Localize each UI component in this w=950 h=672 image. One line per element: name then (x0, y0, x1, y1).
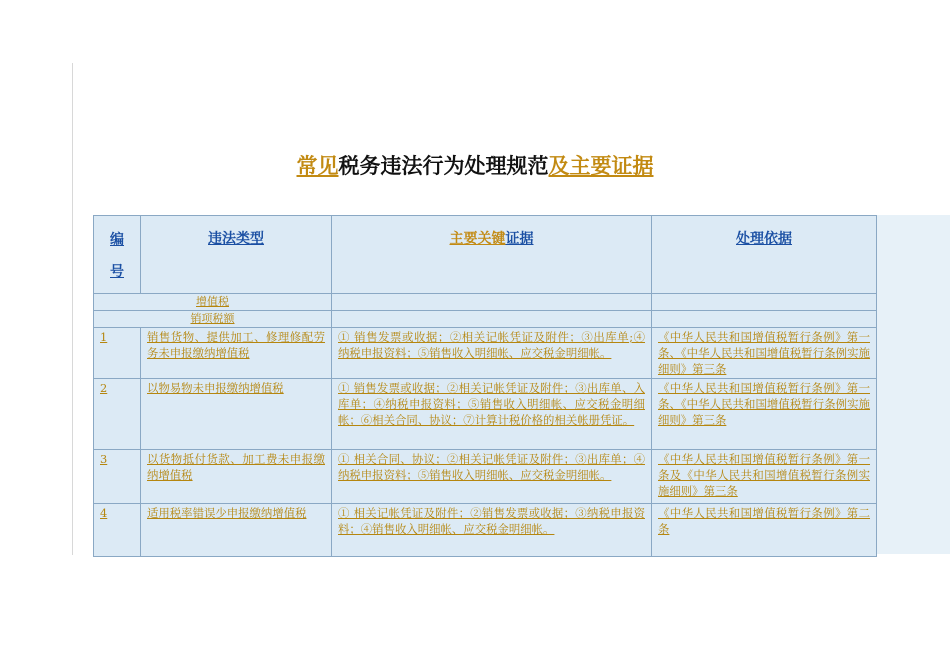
row-violation-type: 以货物抵付货款、加工费未申报缴纳增值税 (141, 450, 332, 504)
row-number: 4 (94, 504, 141, 557)
row-violation-type: 销售货物、提供加工、修理修配劳务未申报缴纳增值税 (141, 328, 332, 379)
row-number: 1 (94, 328, 141, 379)
header-evidence (332, 216, 652, 294)
header-type-label: 违法类型 (208, 231, 264, 247)
page-title (0, 150, 950, 180)
section-output-tax-label: 销项税额 (94, 311, 332, 328)
section-vat-label: 增值税 (94, 294, 332, 311)
row-evidence: ① 销售发票或收据；②相关记帐凭证及附件；③出库单、入库单；④纳税申报资料；⑤销售收入明细帐、应交税金明细帐；⑥相关合同、协议；⑦计算计税价格的相关帐册凭证。 (332, 379, 652, 450)
header-num (94, 216, 141, 294)
header-evidence-label-b: 证据 (505, 231, 534, 247)
table-row (94, 450, 877, 504)
header-num-label: 编号 (110, 232, 124, 280)
row-number: 3 (94, 450, 141, 504)
row-number: 2 (94, 379, 141, 450)
row-basis: 《中华人民共和国增值税暂行条例》第二条 (652, 504, 877, 557)
side-shading (876, 215, 950, 554)
title-part-2: 税务违法行为处理规范 (338, 154, 549, 178)
header-evidence-label-a: 主要关键 (449, 231, 506, 247)
row-basis: 《中华人民共和国增值税暂行条例》第一条及《中华人民共和国增值税暂行条例实施细则》第三条 (652, 450, 877, 504)
section-output-tax-empty-2 (652, 311, 877, 328)
row-basis: 《中华人民共和国增值税暂行条例》第一条、《中华人民共和国增值税暂行条例实施细则》第三条 (652, 328, 877, 379)
row-evidence: ① 相关合同、协议；②相关记帐凭证及附件；③出库单；④纳税申报资料；⑤销售收入明细帐、应交税金明细帐。 (332, 450, 652, 504)
row-violation-type: 以物易物未申报缴纳增值税 (141, 379, 332, 450)
row-basis: 《中华人民共和国增值税暂行条例》第一条、《中华人民共和国增值税暂行条例实施细则》第三条 (652, 379, 877, 450)
header-type (141, 216, 332, 294)
title-part-3: 及主要证据 (548, 154, 654, 178)
title-part-1: 常见 (296, 154, 339, 178)
header-basis-label: 处理依据 (736, 231, 792, 247)
section-row-vat (94, 294, 877, 311)
table-row (94, 379, 877, 450)
row-evidence: ① 销售发票或收据；②相关记帐凭证及附件；③出库单;④ 纳税申报资料；⑤销售收入明细帐、应交税金明细帐。 (332, 328, 652, 379)
table-row (94, 328, 877, 379)
section-row-output-tax (94, 311, 877, 328)
header-row (94, 216, 877, 294)
row-violation-type: 适用税率错误少申报缴纳增值税 (141, 504, 332, 557)
section-vat-empty-2 (652, 294, 877, 311)
section-output-tax-empty-1 (332, 311, 652, 328)
header-basis (652, 216, 877, 294)
section-vat-empty-1 (332, 294, 652, 311)
violations-table (93, 215, 877, 557)
row-evidence: ① 相关记帐凭证及附件；②销售发票或收据；③纳税申报资料；④销售收入明细帐、应交税金明细帐。 (332, 504, 652, 557)
left-margin-line (72, 63, 73, 555)
table-row (94, 504, 877, 557)
